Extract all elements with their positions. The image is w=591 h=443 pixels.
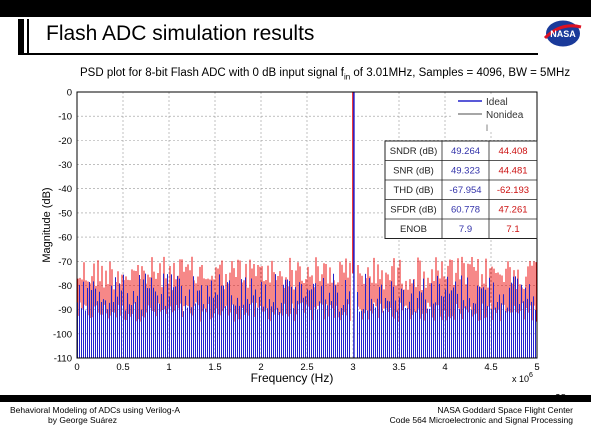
table-row-label: ENOB: [400, 224, 427, 235]
x-tick-label: 3: [350, 362, 356, 373]
noise-series-group: [78, 257, 537, 358]
x-multiplier-label: x $10^6$: [512, 372, 533, 384]
x-tick-label: 0: [74, 362, 80, 373]
y-tick-label: -30: [58, 160, 72, 172]
y-tick-label: -90: [58, 305, 72, 317]
x-tick-label: 4.5: [484, 362, 498, 373]
y-tick-labels: [53, 88, 72, 365]
footer-right: [390, 405, 573, 425]
table-ideal-value: 7.9: [458, 224, 473, 235]
caption-subscript: in: [343, 72, 351, 82]
table-row-label: THD (dB): [393, 185, 434, 196]
y-axis-label: Magnitude (dB): [41, 187, 53, 263]
y-tick-label: 0: [66, 87, 72, 99]
footer-department: Code 564 Microelectronic and Signal Processing: [389, 415, 573, 425]
x-tick-label: 2: [258, 362, 264, 373]
y-tick-label: -70: [58, 256, 72, 268]
table-ideal-value: -67.954: [449, 185, 482, 196]
metrics-table: [385, 141, 537, 239]
peak-series-group: [353, 92, 354, 358]
x-tick-label: 3.5: [392, 362, 406, 373]
x-tick-label: 1: [166, 362, 172, 373]
x-tick-label: 4: [442, 362, 448, 373]
y-tick-label: -40: [58, 184, 72, 196]
caption-text-pre: PSD plot for 8-bit Flash ADC with 0 dB input signal f: [80, 67, 344, 79]
footer-left: [10, 405, 180, 425]
x-tick-label: 1.5: [208, 362, 222, 373]
table-nonideal-value: 47.261: [498, 204, 528, 216]
table-nonideal-value: 7.1: [506, 224, 520, 235]
y-tick-label: -80: [58, 280, 72, 292]
y-tick-label: -100: [52, 329, 72, 341]
x-tick-label: 2.5: [300, 362, 314, 373]
table-row-label: SFDR (dB): [390, 204, 437, 216]
caption-text-post: of 3.01MHz, Samples = 4096, BW = 5MHz: [350, 67, 571, 79]
footer-presentation-title: Behavioral Modeling of ADCs using Verilog-A: [10, 405, 181, 415]
chart-legend: [452, 95, 536, 133]
table-ideal-value: 60.778: [450, 204, 481, 216]
y-tick-label: -50: [58, 208, 72, 220]
y-tick-label: -110: [53, 353, 72, 365]
y-tick-label: -10: [58, 111, 72, 123]
table-nonideal-value: 44.481: [498, 165, 528, 177]
legend-label: Nonidea: [486, 110, 524, 121]
page-number: 28: [555, 393, 567, 404]
x-axis-label: Frequency (Hz): [250, 371, 334, 385]
footer-author: by George Suárez: [48, 415, 117, 425]
legend-label-overflow: l: [486, 123, 488, 133]
bottom-bar: [0, 395, 591, 402]
y-tick-label: -60: [58, 232, 72, 244]
table-nonideal-value: 44.408: [498, 146, 528, 157]
footer-organization: NASA Goddard Space Flight Center: [437, 405, 573, 415]
table-nonideal-value: -62.193: [496, 185, 530, 196]
table-row-label: SNR (dB): [393, 165, 434, 177]
y-tick-label: -20: [58, 135, 72, 147]
legend-label: Ideal: [486, 97, 508, 108]
table-ideal-value: 49.264: [450, 146, 481, 157]
table-row-label: SNDR (dB): [389, 146, 438, 157]
table-ideal-value: 49.323: [450, 165, 481, 177]
x-tick-label: 0.5: [116, 362, 130, 373]
slide-title: Flash ADC simulation results: [46, 22, 315, 45]
x-tick-label: 5: [534, 362, 540, 373]
nasa-logo-text: NASA: [550, 29, 576, 39]
